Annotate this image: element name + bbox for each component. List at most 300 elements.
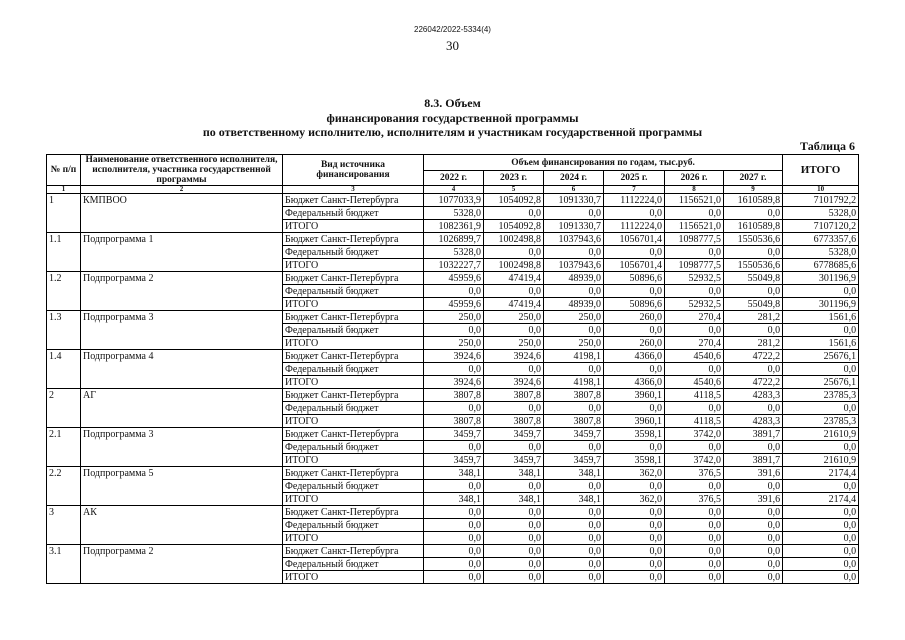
table-row [47,467,859,480]
row-number [47,298,81,311]
funding-source: ИТОГО [283,220,424,233]
total-value: 21610,9 [783,428,859,441]
year-value: 3459,7 [544,454,604,467]
executor-name [81,246,283,259]
total-value: 0,0 [783,363,859,376]
year-value: 260,0 [604,337,665,350]
header-year-0: 2022 г. [424,171,484,186]
table-row [47,233,859,246]
executor-name [81,337,283,350]
funding-source: ИТОГО [283,415,424,428]
column-index-2: 3 [283,186,424,194]
funding-source: Федеральный бюджет [283,558,424,571]
year-value: 1156521,0 [665,220,724,233]
year-value: 0,0 [484,207,544,220]
table-row [47,298,859,311]
row-number [47,454,81,467]
table-row [47,376,859,389]
year-value: 0,0 [544,402,604,415]
year-value: 3742,0 [665,428,724,441]
total-value: 5328,0 [783,207,859,220]
header-year-5: 2027 г. [724,171,783,186]
year-value: 0,0 [484,363,544,376]
year-value: 0,0 [484,324,544,337]
header-source: Вид источника финансирования [283,155,424,186]
year-value: 0,0 [665,545,724,558]
year-value: 0,0 [604,246,665,259]
year-value: 0,0 [424,363,484,376]
year-value: 0,0 [604,519,665,532]
row-number [47,441,81,454]
year-value: 3807,8 [424,415,484,428]
executor-name: Подпрограмма 5 [81,467,283,480]
year-value: 260,0 [604,311,665,324]
year-value: 0,0 [604,441,665,454]
year-value: 1002498,8 [484,233,544,246]
page-number: 30 [446,38,459,53]
year-value: 0,0 [484,571,544,584]
funding-source: Бюджет Санкт-Петербурга [283,389,424,402]
year-value: 0,0 [484,545,544,558]
year-value: 3924,6 [484,376,544,389]
funding-source: ИТОГО [283,493,424,506]
year-value: 47419,4 [484,272,544,285]
year-value: 0,0 [665,480,724,493]
year-value: 0,0 [424,545,484,558]
year-value: 3807,8 [484,389,544,402]
row-number [47,519,81,532]
total-value: 0,0 [783,480,859,493]
year-value: 3924,6 [484,350,544,363]
table-row [47,246,859,259]
year-value: 1054092,8 [484,194,544,207]
table-row [47,532,859,545]
header-year-1: 2023 г. [484,171,544,186]
header-years-group: Объем финансирования по годам, тыс.руб. [424,155,783,171]
year-value: 4198,1 [544,376,604,389]
section-title [0,96,905,140]
table-row [47,506,859,519]
executor-name [81,363,283,376]
year-value: 1550536,6 [724,259,783,272]
row-number [47,415,81,428]
column-index-1: 2 [81,186,283,194]
year-value: 362,0 [604,467,665,480]
year-value: 3807,8 [544,389,604,402]
column-index-3: 4 [424,186,484,194]
table-row [47,272,859,285]
year-value: 0,0 [424,571,484,584]
year-value: 281,2 [724,311,783,324]
year-value: 0,0 [484,246,544,259]
table-row [47,311,859,324]
funding-source: ИТОГО [283,259,424,272]
year-value: 0,0 [544,246,604,259]
executor-name [81,259,283,272]
year-value: 250,0 [424,311,484,324]
row-number: 1.1 [47,233,81,246]
year-value: 3891,7 [724,428,783,441]
year-value: 0,0 [544,363,604,376]
year-value: 50896,6 [604,272,665,285]
executor-name [81,558,283,571]
year-value: 3960,1 [604,415,665,428]
total-value: 0,0 [783,285,859,298]
column-index-row [47,186,859,194]
year-value: 0,0 [484,441,544,454]
row-number [47,376,81,389]
year-value: 4118,5 [665,389,724,402]
year-value: 1002498,8 [484,259,544,272]
year-value: 3459,7 [424,454,484,467]
title-line-3: по ответственному исполнителю, исполнителям и участникам государственной программы [202,125,703,139]
year-value: 4722,2 [724,376,783,389]
year-value: 1056701,4 [604,233,665,246]
year-value: 0,0 [665,558,724,571]
row-number [47,480,81,493]
year-value: 4118,5 [665,415,724,428]
year-value: 55049,8 [724,272,783,285]
year-value: 0,0 [724,363,783,376]
year-value: 0,0 [604,532,665,545]
total-value: 0,0 [783,402,859,415]
year-value: 0,0 [724,324,783,337]
year-value: 5328,0 [424,207,484,220]
row-number [47,337,81,350]
year-value: 3807,8 [484,415,544,428]
table-row [47,350,859,363]
year-value: 250,0 [544,311,604,324]
year-value: 0,0 [484,558,544,571]
funding-source: ИТОГО [283,298,424,311]
year-value: 0,0 [665,402,724,415]
year-value: 0,0 [604,571,665,584]
row-number: 2 [47,389,81,402]
total-value: 21610,9 [783,454,859,467]
year-value: 1091330,7 [544,220,604,233]
table-row [47,519,859,532]
year-value: 0,0 [604,402,665,415]
total-value: 1561,6 [783,337,859,350]
year-value: 0,0 [424,532,484,545]
funding-source: Федеральный бюджет [283,363,424,376]
table-row [47,402,859,415]
year-value: 0,0 [724,441,783,454]
column-index-4: 5 [484,186,544,194]
year-value: 0,0 [724,519,783,532]
year-value: 0,0 [724,558,783,571]
row-number: 1.2 [47,272,81,285]
executor-name [81,207,283,220]
year-value: 250,0 [484,311,544,324]
year-value: 4540,6 [665,376,724,389]
year-value: 3960,1 [604,389,665,402]
year-value: 0,0 [544,532,604,545]
executor-name [81,532,283,545]
year-value: 3459,7 [424,428,484,441]
funding-source: Федеральный бюджет [283,441,424,454]
year-value: 5328,0 [424,246,484,259]
year-value: 1610589,8 [724,220,783,233]
year-value: 4366,0 [604,376,665,389]
funding-source: Бюджет Санкт-Петербурга [283,233,424,246]
total-value: 6773357,6 [783,233,859,246]
funding-source: Бюджет Санкт-Петербурга [283,467,424,480]
row-number [47,493,81,506]
table-row [47,285,859,298]
year-value: 3459,7 [544,428,604,441]
funding-source: ИТОГО [283,532,424,545]
header-num: № п/п [47,155,81,186]
column-index-8: 9 [724,186,783,194]
row-number: 2.2 [47,467,81,480]
year-value: 52932,5 [665,298,724,311]
year-value: 3459,7 [484,454,544,467]
year-value: 0,0 [484,480,544,493]
total-value: 23785,3 [783,389,859,402]
funding-source: Федеральный бюджет [283,285,424,298]
row-number: 1 [47,194,81,207]
total-value: 0,0 [783,571,859,584]
year-value: 4283,3 [724,389,783,402]
row-number [47,246,81,259]
year-value: 47419,4 [484,298,544,311]
funding-source: ИТОГО [283,337,424,350]
year-value: 0,0 [665,363,724,376]
funding-source: Федеральный бюджет [283,324,424,337]
total-value: 0,0 [783,506,859,519]
year-value: 1091330,7 [544,194,604,207]
header-year-3: 2025 г. [604,171,665,186]
row-number [47,402,81,415]
table-label: Таблица 6 [800,139,855,153]
executor-name: Подпрограмма 2 [81,272,283,285]
title-line-2: финансирования государственной программы [326,110,579,125]
funding-source: Бюджет Санкт-Петербурга [283,545,424,558]
year-value: 0,0 [665,532,724,545]
row-number: 3.1 [47,545,81,558]
year-value: 3742,0 [665,454,724,467]
year-value: 0,0 [724,480,783,493]
year-value: 4283,3 [724,415,783,428]
total-value: 0,0 [783,441,859,454]
row-number [47,285,81,298]
year-value: 0,0 [724,246,783,259]
year-value: 0,0 [724,506,783,519]
year-value: 3924,6 [424,350,484,363]
total-value: 23785,3 [783,415,859,428]
year-value: 0,0 [724,402,783,415]
header-total: ИТОГО [783,155,859,186]
executor-name [81,220,283,233]
funding-source: ИТОГО [283,571,424,584]
funding-source: ИТОГО [283,376,424,389]
year-value: 1082361,9 [424,220,484,233]
year-value: 0,0 [544,480,604,493]
year-value: 0,0 [665,324,724,337]
table-row [47,428,859,441]
total-value: 0,0 [783,519,859,532]
year-value: 1056701,4 [604,259,665,272]
document-id: 226042/2022-5334(4) [414,25,491,34]
row-number [47,532,81,545]
executor-name [81,441,283,454]
year-value: 1610589,8 [724,194,783,207]
row-number [47,220,81,233]
funding-source: ИТОГО [283,454,424,467]
total-value: 1561,6 [783,311,859,324]
total-value: 2174,4 [783,493,859,506]
year-value: 0,0 [424,519,484,532]
executor-name: КМПВОО [81,194,283,207]
funding-source: Федеральный бюджет [283,246,424,259]
year-value: 0,0 [604,324,665,337]
row-number: 1.4 [47,350,81,363]
year-value: 1098777,5 [665,259,724,272]
total-value: 0,0 [783,324,859,337]
year-value: 0,0 [665,506,724,519]
executor-name: Подпрограмма 3 [81,311,283,324]
header-name: Наименование ответственного исполнителя, исполнителя, участника государственной программы [81,155,283,186]
year-value: 0,0 [424,402,484,415]
year-value: 0,0 [424,441,484,454]
year-value: 270,4 [665,337,724,350]
table-row [47,571,859,584]
executor-name [81,571,283,584]
table-body [47,194,859,584]
executor-name [81,285,283,298]
year-value: 0,0 [665,285,724,298]
funding-source: Бюджет Санкт-Петербурга [283,311,424,324]
column-index-5: 6 [544,186,604,194]
year-value: 1550536,6 [724,233,783,246]
year-value: 0,0 [484,506,544,519]
year-value: 0,0 [484,532,544,545]
executor-name: АК [81,506,283,519]
executor-name: АГ [81,389,283,402]
table-row [47,480,859,493]
row-number [47,558,81,571]
funding-source: Федеральный бюджет [283,519,424,532]
year-value: 376,5 [665,493,724,506]
year-value: 362,0 [604,493,665,506]
funding-source: Федеральный бюджет [283,402,424,415]
table-row [47,259,859,272]
year-value: 1054092,8 [484,220,544,233]
executor-name [81,454,283,467]
executor-name [81,415,283,428]
year-value: 0,0 [604,285,665,298]
total-value: 0,0 [783,558,859,571]
year-value: 1156521,0 [665,194,724,207]
executor-name: Подпрограмма 3 [81,428,283,441]
year-value: 3598,1 [604,428,665,441]
title-line-1: 8.3. Объем [424,96,481,110]
year-value: 348,1 [424,493,484,506]
year-value: 348,1 [484,467,544,480]
column-index-9: 10 [783,186,859,194]
table-row [47,415,859,428]
total-value: 7101792,2 [783,194,859,207]
total-value: 6778685,6 [783,259,859,272]
table-row [47,363,859,376]
year-value: 0,0 [424,480,484,493]
total-value: 25676,1 [783,350,859,363]
column-index-6: 7 [604,186,665,194]
year-value: 3924,6 [424,376,484,389]
table-row [47,545,859,558]
year-value: 0,0 [544,506,604,519]
row-number [47,571,81,584]
year-value: 0,0 [604,545,665,558]
row-number: 3 [47,506,81,519]
row-number [47,363,81,376]
funding-source: Федеральный бюджет [283,207,424,220]
executor-name: Подпрограмма 4 [81,350,283,363]
total-value: 5328,0 [783,246,859,259]
year-value: 1037943,6 [544,233,604,246]
year-value: 3891,7 [724,454,783,467]
table-row [47,493,859,506]
header-year-2: 2024 г. [544,171,604,186]
year-value: 52932,5 [665,272,724,285]
year-value: 0,0 [544,571,604,584]
year-value: 281,2 [724,337,783,350]
year-value: 250,0 [484,337,544,350]
year-value: 0,0 [424,285,484,298]
total-value: 301196,9 [783,298,859,311]
year-value: 0,0 [724,207,783,220]
year-value: 1032227,7 [424,259,484,272]
table-row [47,220,859,233]
year-value: 0,0 [604,506,665,519]
year-value: 0,0 [544,324,604,337]
table-row [47,454,859,467]
total-value: 25676,1 [783,376,859,389]
table-row [47,194,859,207]
year-value: 0,0 [544,519,604,532]
year-value: 48939,0 [544,272,604,285]
row-number: 2.1 [47,428,81,441]
year-value: 250,0 [424,337,484,350]
total-value: 2174,4 [783,467,859,480]
executor-name: Подпрограмма 2 [81,545,283,558]
year-value: 0,0 [665,519,724,532]
year-value: 4366,0 [604,350,665,363]
year-value: 3807,8 [424,389,484,402]
executor-name [81,493,283,506]
executor-name [81,376,283,389]
year-value: 4722,2 [724,350,783,363]
executor-name [81,298,283,311]
year-value: 0,0 [604,363,665,376]
year-value: 0,0 [544,207,604,220]
year-value: 0,0 [424,506,484,519]
year-value: 348,1 [544,467,604,480]
year-value: 0,0 [604,558,665,571]
total-value: 301196,9 [783,272,859,285]
year-value: 1026899,7 [424,233,484,246]
financing-table [46,154,859,584]
year-value: 391,6 [724,493,783,506]
year-value: 0,0 [665,207,724,220]
table-row [47,441,859,454]
table-row [47,337,859,350]
year-value: 391,6 [724,467,783,480]
funding-source: Бюджет Санкт-Петербурга [283,428,424,441]
year-value: 45959,6 [424,298,484,311]
executor-name [81,519,283,532]
